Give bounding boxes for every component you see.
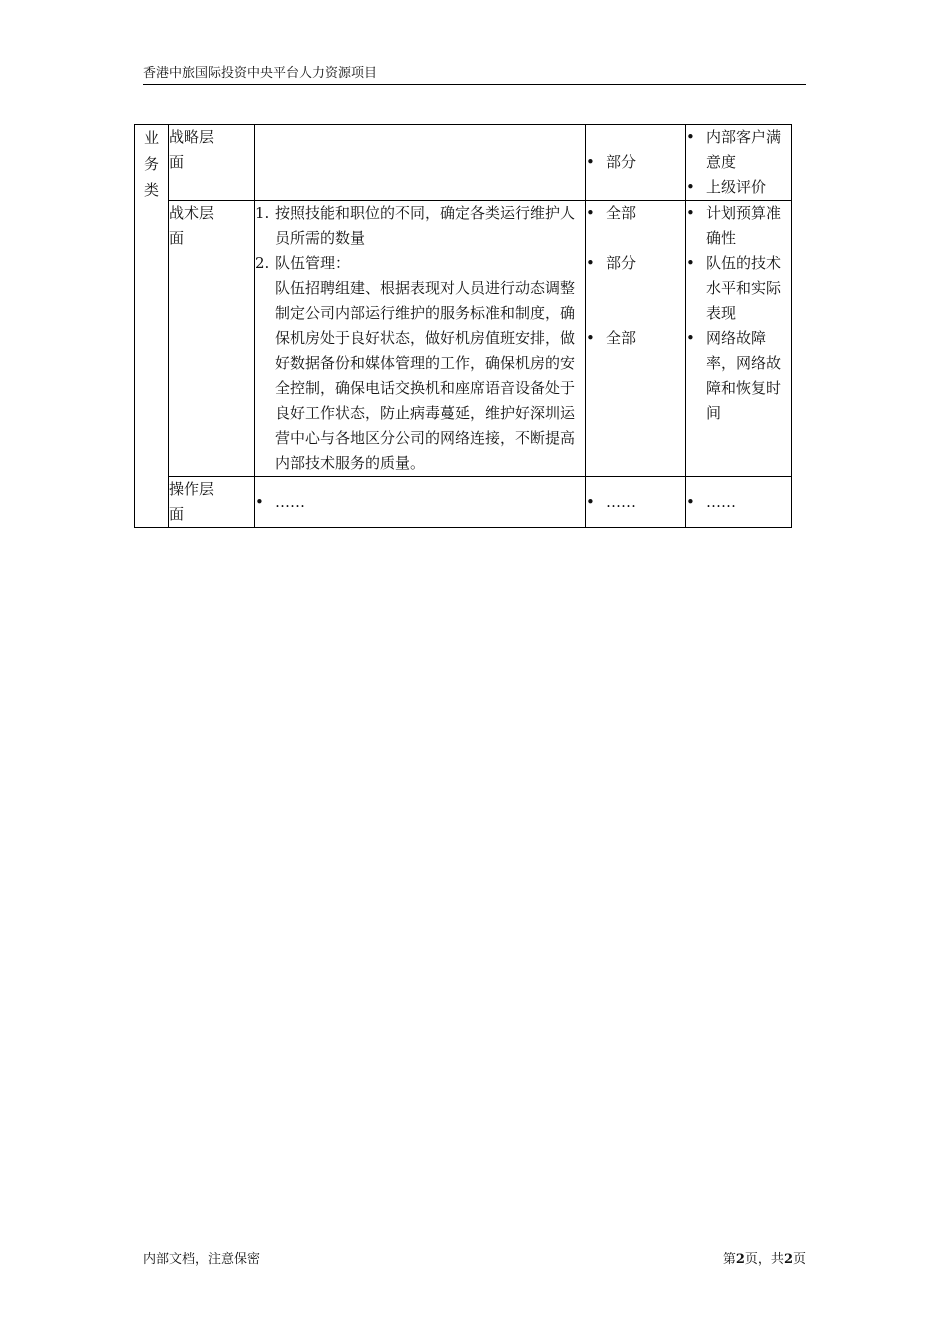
level-label: 操作层面	[169, 480, 215, 523]
scope-item: • 部分	[586, 150, 685, 175]
category-label: 业务类	[143, 129, 159, 199]
measure-item: • ……	[686, 490, 791, 515]
content-cell	[255, 201, 586, 477]
scope-item: • 部分	[586, 251, 685, 276]
table-row-tactical	[135, 201, 792, 477]
scope-item: • 全部	[586, 326, 685, 351]
table-row-strategic	[135, 125, 792, 201]
measure-cell	[686, 125, 792, 201]
list-item	[255, 251, 585, 276]
footer-page-number: 第2页，共2页	[722, 1252, 806, 1267]
item-text: 按照技能和职位的不同，确定各类运行维护人员所需的数量	[275, 204, 576, 247]
level-label: 战术层面	[169, 204, 215, 247]
table-row-operational	[135, 477, 792, 528]
scope-cell	[586, 477, 686, 528]
item-text: 队伍管理：	[275, 254, 351, 272]
list-item	[255, 201, 585, 251]
page-header: 香港中旅国际投资中央平台人力资源项目	[143, 64, 806, 85]
measure-item: • 网络故障率，网络故障和恢复时间	[686, 326, 791, 426]
item-number: 1.	[255, 204, 270, 222]
content-cell	[255, 125, 586, 201]
level-cell	[169, 201, 255, 477]
scope-item: • ……	[586, 490, 685, 515]
measure-cell	[686, 477, 792, 528]
level-label: 战略层面	[169, 128, 215, 171]
footer-confidential: 内部文档，注意保密	[143, 1252, 261, 1267]
content-cell	[255, 477, 586, 528]
level-cell	[169, 125, 255, 201]
scope-cell	[586, 125, 686, 201]
content-paragraph: 制定公司内部运行维护的服务标准和制度，确保机房处于良好状态，做好机房值班安排，做好数据备份和媒体管理的工作，确保机房的安全控制，确保电话交换机和座席语音设备处于良好工作状态，防止病毒蔓延，维护好深圳运营中心与各地区分公司的网络连接，不断提高内部技术服务的质量。	[275, 304, 576, 472]
content-paragraph: 队伍招聘组建、根据表现对人员进行动态调整	[275, 279, 576, 297]
measure-item: • 计划预算准确性	[686, 201, 791, 251]
category-cell	[135, 125, 169, 528]
level-cell	[169, 477, 255, 528]
measure-item: • 上级评价	[686, 175, 791, 200]
measure-item: • 队伍的技术水平和实际表现	[686, 251, 791, 326]
scope-cell	[586, 201, 686, 477]
measure-item: • 内部客户满意度	[686, 125, 791, 175]
responsibility-table	[134, 124, 792, 528]
measure-cell	[686, 201, 792, 477]
item-number: 2.	[255, 254, 270, 272]
scope-item: • 全部	[586, 201, 685, 226]
content-bullet: • ……	[255, 490, 585, 515]
